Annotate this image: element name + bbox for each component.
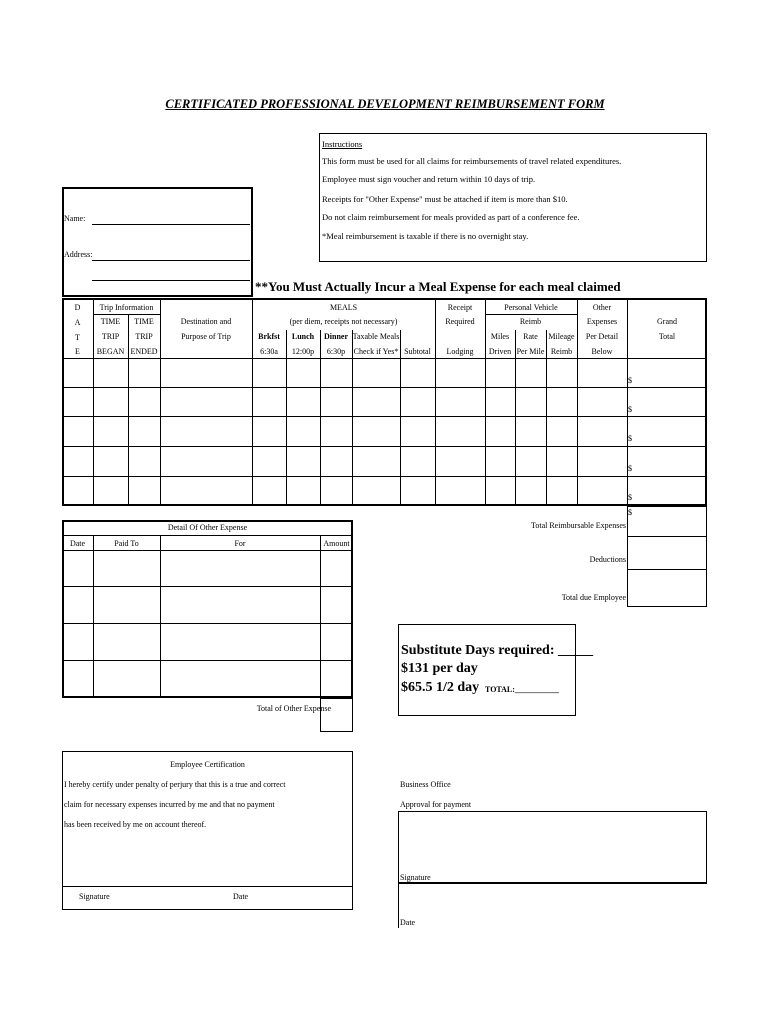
certification-title: Employee Certification: [170, 760, 245, 769]
col-breakfast: 6:30a: [260, 347, 278, 356]
instruction-line: Receipts for "Other Expense" must be attached if item is more than $10.: [322, 194, 568, 204]
col-other: Expenses: [586, 317, 618, 326]
col-time-began: TIME: [100, 317, 121, 326]
meal-notice: **You Must Actually Incur a Meal Expense for each meal claimed: [255, 279, 621, 294]
substitute-total: TOTAL:___________: [485, 685, 559, 694]
trip-table: [62, 298, 707, 506]
col-time-ended: TRIP: [135, 332, 153, 341]
total-other-expense-field[interactable]: [320, 698, 353, 732]
col-reimb-rate: Per Mile: [516, 347, 545, 356]
col-other: Other: [592, 303, 612, 312]
instruction-line: *Meal reimbursement is taxable if there is no overnight stay.: [322, 231, 529, 241]
instructions-heading: Instructions: [322, 139, 363, 149]
col-reimb-rate: Rate: [523, 332, 538, 341]
address-label: Address:: [64, 250, 93, 259]
personal-vehicle-header: Personal Vehicle: [504, 303, 558, 312]
col-reimb-rate: Reimb: [519, 317, 542, 326]
col-date: Date: [69, 539, 86, 548]
total-due-label: Total due Employee: [561, 593, 626, 602]
col-lodging: Receipt: [447, 303, 473, 312]
col-time-ended: TIME: [134, 317, 154, 326]
name-field[interactable]: [92, 224, 250, 225]
col-lunch: Lunch: [291, 332, 315, 341]
col-breakfast: Brkfst: [258, 332, 280, 341]
dollar-sign: $: [628, 493, 632, 502]
business-signature-label: Signature: [400, 873, 431, 882]
date-letter: T: [75, 333, 80, 342]
deductions-field[interactable]: [627, 536, 707, 570]
col-mileage: Mileage: [548, 332, 575, 341]
half-day-rate: $65.5 1/2 day: [401, 680, 480, 695]
approval-label: Approval for payment: [400, 800, 472, 809]
col-lunch: 12:00p: [291, 347, 315, 356]
certification-line: I hereby certify under penalty of perjury that this is a true and correct: [64, 780, 286, 789]
address-field[interactable]: [92, 260, 250, 261]
col-taxable: Taxable Meals: [352, 332, 400, 341]
instruction-line: Do not claim reimbursement for meals provided as part of a conference fee.: [322, 212, 580, 222]
total-due-field[interactable]: [627, 569, 707, 607]
trip-info-header: Trip Information: [99, 303, 154, 312]
substitute-days-heading: Substitute Days required: _____: [401, 643, 594, 658]
col-subtotal: Subtotal: [404, 347, 431, 356]
approval-box[interactable]: [398, 811, 707, 883]
dollar-sign: $: [628, 508, 632, 517]
total-reimbursable-field[interactable]: [627, 506, 707, 537]
col-time-began: TRIP: [101, 332, 120, 341]
date-letter: E: [75, 347, 80, 356]
col-dinner: 6:30p: [326, 347, 346, 356]
col-for: For: [234, 539, 246, 548]
meals-subheader: (per diem, receipts not necessary): [289, 317, 398, 326]
col-destination: Destination and: [180, 317, 232, 326]
dollar-sign: $: [628, 434, 632, 443]
col-time-began: BEGAN: [96, 347, 125, 356]
col-other: Per Detail: [585, 332, 619, 341]
col-lodging: Required: [445, 317, 475, 326]
col-taxable: Check if Yes*: [353, 347, 399, 356]
business-signature-line[interactable]: [398, 883, 707, 884]
col-amount: Amount: [323, 539, 350, 548]
col-miles: Driven: [488, 347, 512, 356]
certification-line: has been received by me on account thereof.: [64, 820, 207, 829]
certification-date-label: Date: [233, 892, 249, 901]
col-other: Below: [591, 347, 613, 356]
signature-line[interactable]: [62, 886, 353, 887]
address-field-line2[interactable]: [92, 280, 250, 281]
date-letter: D: [74, 303, 81, 312]
col-paid-to: Paid To: [114, 539, 139, 548]
instruction-line: Employee must sign voucher and return within 10 days of trip.: [322, 174, 536, 184]
col-destination: Purpose of Trip: [181, 332, 231, 341]
total-other-expense-label: Total of Other Expense: [256, 704, 331, 713]
col-grand-total: Total: [658, 332, 676, 341]
other-expense-title: Detail Of Other Expense: [167, 523, 248, 532]
col-lodging: Lodging: [446, 347, 474, 356]
name-label: Name:: [64, 214, 86, 223]
per-day-rate: $131 per day: [401, 661, 478, 676]
certification-signature-label: Signature: [79, 892, 110, 901]
business-office-title: Business Office: [400, 780, 451, 789]
total-reimbursable-label: Total Reimbursable Expenses: [531, 521, 626, 530]
col-dinner: Dinner: [324, 332, 348, 341]
col-mileage: Reimb: [550, 347, 573, 356]
dollar-sign: $: [628, 405, 632, 414]
col-grand-total: Grand: [657, 317, 677, 326]
certification-line: claim for necessary expenses incurred by me and that no payment: [64, 800, 275, 809]
business-date-label: Date: [400, 918, 416, 927]
col-time-ended: ENDED: [130, 347, 158, 356]
dollar-sign: $: [628, 464, 632, 473]
date-letter: A: [74, 318, 81, 327]
meals-header: MEALS: [329, 303, 358, 312]
instruction-line: This form must be used for all claims for reimbursements of travel related expenditures.: [322, 156, 622, 166]
col-miles: Miles: [490, 332, 510, 341]
dollar-sign: $: [628, 376, 632, 385]
form-title: CERTIFICATED PROFESSIONAL DEVELOPMENT REIMBURSEMENT FORM: [165, 97, 605, 111]
deductions-label: Deductions: [589, 555, 626, 564]
